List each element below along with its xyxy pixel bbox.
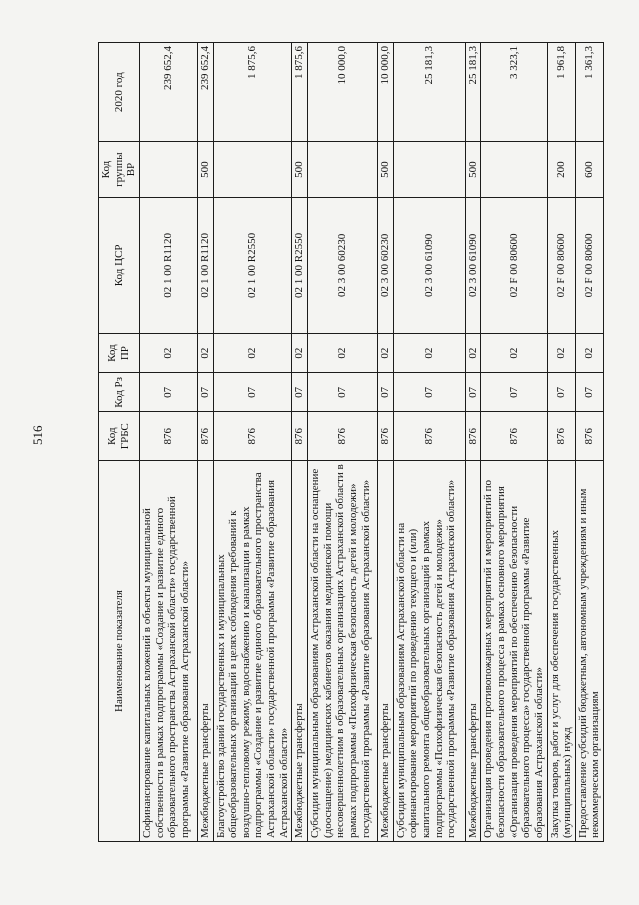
row-grbs: 876 (139, 412, 197, 460)
row-amount: 239 652,4 (197, 43, 213, 142)
row-vr: 500 (197, 142, 213, 197)
row-csr: 02 F 00 80600 (481, 197, 547, 333)
row-vr: 500 (465, 142, 481, 197)
row-rz: 07 (378, 373, 394, 412)
row-rz: 07 (292, 373, 308, 412)
row-csr: 02 3 00 61090 (465, 197, 481, 333)
row-pr: 02 (197, 334, 213, 373)
row-vr (139, 142, 197, 197)
row-vr: 500 (292, 142, 308, 197)
row-grbs: 876 (575, 412, 603, 460)
row-rz: 07 (393, 373, 465, 412)
header-grbs: Код ГРБС (99, 412, 140, 460)
row-csr: 02 1 00 R2550 (213, 197, 292, 333)
row-vr (213, 142, 292, 197)
row-amount: 1 961,8 (547, 43, 575, 142)
row-csr: 02 F 00 80600 (547, 197, 575, 333)
row-name: Межбюджетные трансферты (465, 460, 481, 841)
row-name: Субсидии муниципальным образованиям Астраханской области на софинансирование мероприятий по проведению текущего и (или) капитального ремонта общеобразовательных организаций в рамках подпрограммы «Психофизическая безопасность детей и молодежи» государственной программы «Развитие образования Астраханской области» (393, 460, 465, 841)
row-amount: 1 875,6 (213, 43, 292, 142)
row-amount: 1 875,6 (292, 43, 308, 142)
row-amount: 3 323,1 (481, 43, 547, 142)
row-csr: 02 3 00 60230 (308, 197, 378, 333)
table-row (465, 43, 481, 842)
table-row (481, 43, 547, 842)
page-number: 516 (30, 425, 45, 445)
row-csr: 02 1 00 R1120 (139, 197, 197, 333)
row-pr: 02 (139, 334, 197, 373)
row-vr (481, 142, 547, 197)
row-rz: 07 (139, 373, 197, 412)
row-rz: 07 (465, 373, 481, 412)
table-header-row (99, 43, 140, 842)
row-amount: 239 652,4 (139, 43, 197, 142)
row-grbs: 876 (393, 412, 465, 460)
row-name: Софинансирование капитальных вложений в объекты муниципальной собственности в рамках подпрограммы «Создание и развитие единого образовательного пространства Астраханской области» государственной программы «Развитие образования Астраханской области» (139, 460, 197, 841)
row-pr: 02 (393, 334, 465, 373)
row-rz: 07 (575, 373, 603, 412)
row-grbs: 876 (465, 412, 481, 460)
row-csr: 02 1 00 R2550 (292, 197, 308, 333)
header-vr: Код группы ВР (99, 142, 140, 197)
row-vr: 500 (378, 142, 394, 197)
table-row (292, 43, 308, 842)
table-row (197, 43, 213, 842)
row-grbs: 876 (378, 412, 394, 460)
row-csr: 02 3 00 61090 (393, 197, 465, 333)
row-rz: 07 (547, 373, 575, 412)
row-pr: 02 (292, 334, 308, 373)
row-name: Благоустройство зданий государственных и муниципальных общеобразовательных организаций в целях соблюдения требований к воздушно-тепловому режиму, водоснабжению и канализации в рамках подпрограммы «Создание и развитие единого образовательного пространства Астраханской области» государственной программы «Развитие образования Астраханской области» (213, 460, 292, 841)
row-amount: 10 000,0 (308, 43, 378, 142)
table-row (308, 43, 378, 842)
table-row (547, 43, 575, 842)
header-rz: Код Рз (99, 373, 140, 412)
row-amount: 25 181,3 (465, 43, 481, 142)
row-vr: 200 (547, 142, 575, 197)
row-grbs: 876 (213, 412, 292, 460)
row-grbs: 876 (481, 412, 547, 460)
table-row (393, 43, 465, 842)
row-pr: 02 (575, 334, 603, 373)
rotated-table-container (98, 42, 602, 842)
header-pr: Код ПР (99, 334, 140, 373)
row-name: Закупка товаров, работ и услуг для обеспечения государственных (муниципальных) нужд (547, 460, 575, 841)
row-name: Субсидии муниципальным образованиям Астраханской области на оснащение (дооснащение) медицинских кабинетов оказания медицинской помощи несовершеннолетним в образовательных организациях Астраханской области в рамках подпрограммы «Психофизическая безопасность детей и молодежи» государственной программы «Развитие образования Астраханской области» (308, 460, 378, 841)
row-pr: 02 (378, 334, 394, 373)
row-rz: 07 (213, 373, 292, 412)
row-vr (393, 142, 465, 197)
row-vr: 600 (575, 142, 603, 197)
table-row (378, 43, 394, 842)
row-pr: 02 (547, 334, 575, 373)
header-name: Наименование показателя (99, 460, 140, 841)
row-grbs: 876 (547, 412, 575, 460)
row-amount: 1 361,3 (575, 43, 603, 142)
row-amount: 25 181,3 (393, 43, 465, 142)
row-grbs: 876 (308, 412, 378, 460)
row-grbs: 876 (292, 412, 308, 460)
row-pr: 02 (213, 334, 292, 373)
row-amount: 10 000,0 (378, 43, 394, 142)
row-csr: 02 F 00 80600 (575, 197, 603, 333)
table-row (575, 43, 603, 842)
row-name: Межбюджетные трансферты (292, 460, 308, 841)
row-grbs: 876 (197, 412, 213, 460)
row-name: Предоставление субсидий бюджетным, автономным учреждениям и иным некоммерческим организациям (575, 460, 603, 841)
row-name: Организация проведения противопожарных мероприятий и мероприятий по безопасности образовательного процесса в рамках основного мероприятия «Организация проведения мероприятий по обеспечению безопасности образовательного процесса» государственной программы «Развитие образования Астраханской области» (481, 460, 547, 841)
row-name: Межбюджетные трансферты (378, 460, 394, 841)
row-rz: 07 (308, 373, 378, 412)
row-pr: 02 (308, 334, 378, 373)
table-row (213, 43, 292, 842)
row-vr (308, 142, 378, 197)
row-csr: 02 1 00 R1120 (197, 197, 213, 333)
budget-table (98, 42, 604, 842)
row-name: Межбюджетные трансферты (197, 460, 213, 841)
header-year: 2020 год (99, 43, 140, 142)
header-csr: Код ЦСР (99, 197, 140, 333)
row-rz: 07 (481, 373, 547, 412)
table-row (139, 43, 197, 842)
row-rz: 07 (197, 373, 213, 412)
row-pr: 02 (481, 334, 547, 373)
row-csr: 02 3 00 60230 (378, 197, 394, 333)
row-pr: 02 (465, 334, 481, 373)
